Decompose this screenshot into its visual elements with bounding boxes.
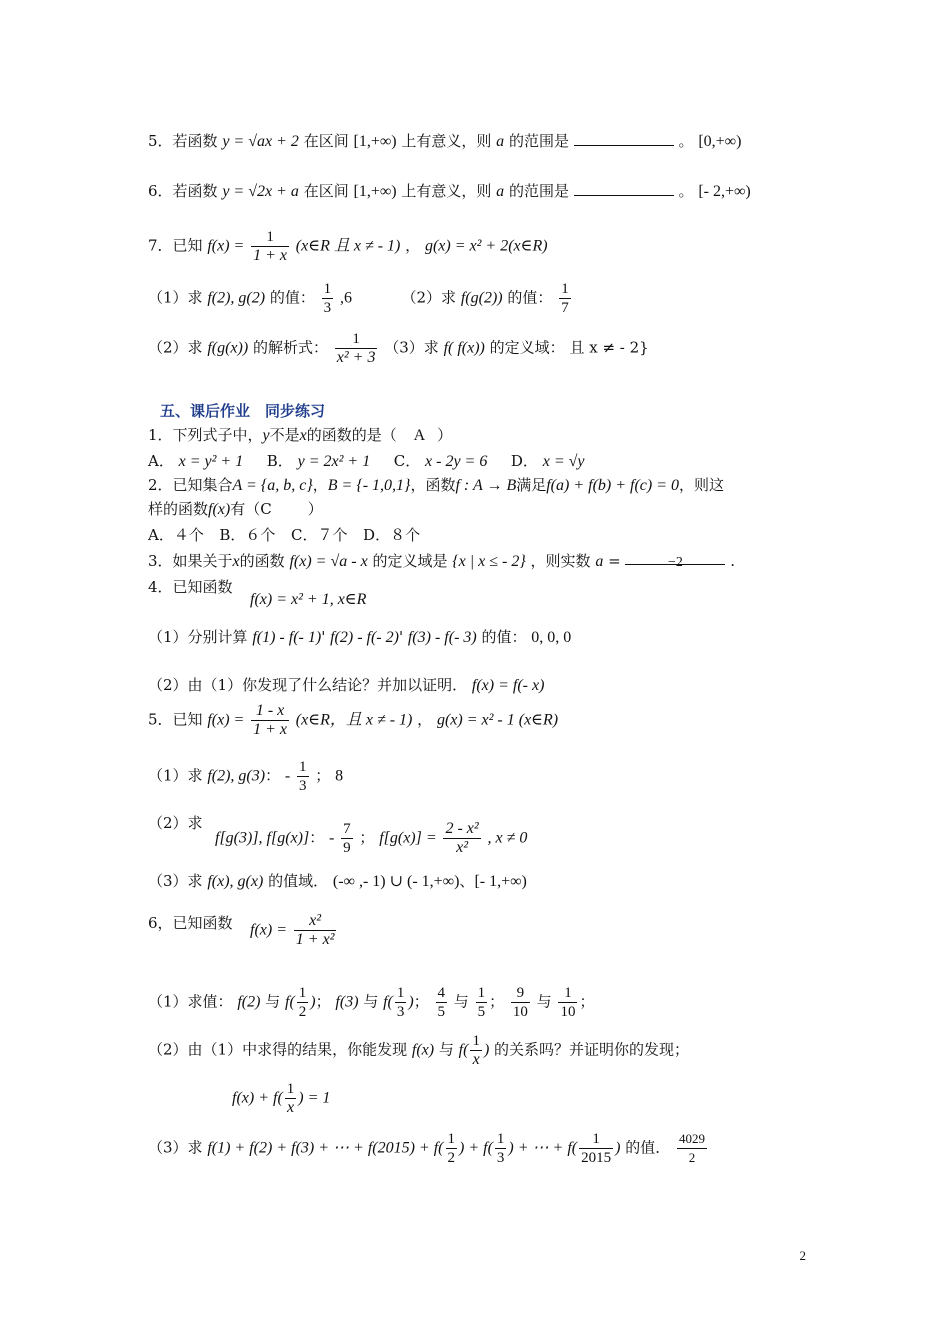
q6-end: 。 xyxy=(678,182,694,200)
q6-function: y = √2x + a xyxy=(222,183,299,200)
q6-answer-blank xyxy=(574,181,674,196)
q7-p4-tail: 的定义域： xyxy=(489,338,565,357)
q7-p4-answer: 且 x ≠ - 2} xyxy=(569,338,649,357)
h3-eq: = xyxy=(608,552,621,570)
h1-mid: 不是 xyxy=(269,426,300,444)
section-heading: 五、课后作业 同步练习 xyxy=(160,402,326,420)
h6-p2-with: 与 xyxy=(438,1040,454,1059)
h6-p3-f1-fraction: $\frac{1}{2}$ xyxy=(447,1131,455,1166)
q7-p4-label: （3）求 xyxy=(384,338,439,357)
h5-p1-label: （1）求 xyxy=(148,766,203,785)
h5-p2-expr: f[g(3)], f[g(x)] xyxy=(215,829,310,847)
h6-ans1-fraction: $\frac{4}{5}$ xyxy=(437,985,446,1020)
h6-p1-semi2: ； xyxy=(413,992,429,1011)
h6-f-lhs: f(x) = xyxy=(250,921,287,939)
question-7 xyxy=(148,228,548,265)
h6-p3-label: （3）求 xyxy=(148,1138,203,1157)
h6-part3 xyxy=(148,1130,709,1167)
h6-stem: 6，已知函数 xyxy=(148,914,233,932)
h6-ans-semi2: ； xyxy=(579,992,595,1011)
q6-suffix: 上有意义，则 xyxy=(401,182,492,200)
h4-p2-answer: f(x) = f(- x) xyxy=(471,677,545,694)
h3-domain: {x | x ≤ - 2} xyxy=(452,553,526,570)
h1-opt-d: x = √y xyxy=(542,453,585,470)
homework-5 xyxy=(148,702,558,739)
question-5 xyxy=(148,130,741,153)
q7-p1-expr: f(2), g(2) xyxy=(207,289,266,307)
homework-2 xyxy=(148,474,724,497)
h5-p3-tail: 的值域． xyxy=(268,872,329,890)
h5-f-condition: (x∈R，且 x ≠ - 1) xyxy=(295,711,413,729)
h5-p2-answer2-lhs: f[g(x)] = xyxy=(379,829,437,847)
h1-options xyxy=(148,450,585,473)
h4-function xyxy=(250,588,366,611)
h2-set-b: B = {- 1,0,1} xyxy=(327,477,411,494)
h6-ans-with2: 与 xyxy=(536,992,552,1011)
q7-p1-answer-fraction: $\frac{1}{3}$ xyxy=(323,281,332,316)
q7-part1 xyxy=(148,280,573,317)
h5-p1-answer-fraction: $\frac{1}{3}$ xyxy=(299,759,307,794)
h1-opt-b: y = 2x² + 1 xyxy=(297,453,371,470)
q5-suffix: 上有意义，则 xyxy=(401,132,492,150)
q5-end: 。 xyxy=(678,132,694,150)
h6-p1-d-post: ) xyxy=(408,993,414,1011)
h2-close: ） xyxy=(307,500,323,518)
q7-p2-label: （2）求 xyxy=(401,288,457,307)
h5-p3-answer2: [- 1,+∞) xyxy=(474,873,527,890)
q5-var: a xyxy=(496,133,505,150)
q7-p1-tail: 的值： xyxy=(269,288,315,307)
h1-stem: 1．下列式子中， xyxy=(148,426,263,444)
h3-mid2: 的定义域是 xyxy=(372,552,448,570)
h6-p3-f2-fraction: $\frac{1}{3}$ xyxy=(496,1131,505,1166)
h6-p1-b-fraction: $\frac{1}{2}$ xyxy=(298,985,307,1020)
h2-condition: f(a) + f(b) + f(c) = 0 xyxy=(546,477,680,494)
q7-p3-answer-fraction: $\frac{1}{\text{x² + 3}}$ xyxy=(336,331,376,366)
h6-p3-expr: f(1) + f(2) + f(3) + ⋯ + f(2015) + f( xyxy=(207,1139,444,1157)
h1-tail: 的函数的是（ xyxy=(306,426,397,444)
q7-f-lhs: f(x) = xyxy=(207,237,245,255)
q5-tail: 的范围是 xyxy=(508,132,569,150)
question-6 xyxy=(148,180,751,203)
h1-opt-a: x = y² + 1 xyxy=(178,453,244,470)
h2-opt-a: A．４个 xyxy=(148,526,204,544)
h1-var-y: y xyxy=(262,427,270,444)
q7-p3-label: （2）求 xyxy=(148,338,203,357)
h5-part3 xyxy=(148,870,527,893)
h6-part2 xyxy=(148,1032,689,1069)
q7-prefix: 7．已知 xyxy=(148,236,203,255)
homework-4 xyxy=(148,576,233,598)
h5-p2-answer-tail: ； xyxy=(359,828,375,847)
h6-p2-ans-pre: f(x) + f( xyxy=(232,1089,283,1107)
h5-p1-answer2: 8 xyxy=(335,767,344,785)
q7-p4-expr: f( f(x)) xyxy=(443,339,485,357)
q7-part3 xyxy=(148,330,649,367)
h5-p2-sep: ： xyxy=(309,828,325,847)
q6-prefix: 6．若函数 xyxy=(148,182,218,200)
h5-p3-sep: 、 xyxy=(459,872,475,890)
q5-answer: [0,+∞) xyxy=(698,133,742,150)
h5-f-fraction: $\frac{1 - x}{1 + x}$ xyxy=(253,702,288,738)
h2-sep: ， xyxy=(312,476,328,494)
h6-p1-d-pre: f( xyxy=(383,993,393,1011)
h4-p1-a: f(1) - f(- 1) xyxy=(252,629,322,646)
q7-f-fraction: $\frac{1}{1 + x}$ xyxy=(253,229,288,264)
h5-part2-label xyxy=(148,812,203,834)
h6-p2-ans-post: ) = 1 xyxy=(298,1089,331,1107)
h4-p1-c: f(3) - f(- 3) xyxy=(407,629,477,646)
homework-6 xyxy=(148,912,233,934)
q6-mid: 在区间 xyxy=(303,182,349,200)
h2-opt-c: C．７个 xyxy=(291,526,348,544)
h4-p2-text: （2）由（1）你发现了什么结论？并加以证明． xyxy=(148,676,468,694)
h5-p3-answer: (-∞ ,- 1) ∪ (- 1,+∞) xyxy=(332,873,460,890)
h6-p2-b-fraction: $\frac{1}{x}$ xyxy=(472,1033,480,1068)
h5-p1-answer-sign: - xyxy=(284,767,291,785)
h5-p2-answer2-fraction: $\frac{\text{2 - x²}}{\text{x²}}$ xyxy=(445,820,479,856)
h6-part2-answer xyxy=(232,1080,330,1117)
h6-p1-c: f(3) xyxy=(335,993,359,1011)
h1-opt-a-label: A． xyxy=(148,452,174,470)
q7-p2-answer-fraction: $\frac{1}{7}$ xyxy=(561,281,569,316)
h5-f-lhs: f(x) = xyxy=(207,711,245,729)
h2-stem: 2．已知集合 xyxy=(148,476,233,494)
homework-1 xyxy=(148,424,452,447)
q5-answer-blank xyxy=(574,131,674,146)
h5-part2 xyxy=(215,820,527,857)
h6-part1 xyxy=(148,984,594,1021)
h2-options xyxy=(148,524,420,546)
q5-prefix: 5．若函数 xyxy=(148,132,218,150)
q7-p2-tail: 的值： xyxy=(507,288,553,307)
h6-function xyxy=(250,912,338,949)
q5-mid: 在区间 xyxy=(303,132,349,150)
h6-p2-label: （2）由（1）中求得的结果，你能发现 xyxy=(148,1040,408,1059)
h3-answer-blank xyxy=(625,550,725,570)
h5-p1-sep: ： xyxy=(265,766,281,785)
h6-p1-with: 与 xyxy=(265,992,281,1011)
page-number: 2 xyxy=(799,1248,806,1263)
h5-p2-answer-sign: - xyxy=(329,829,335,847)
homework-3 xyxy=(148,550,735,573)
h1-opt-d-label: D． xyxy=(510,452,538,470)
h2-line2 xyxy=(148,498,323,521)
h2-mid: ，函数 xyxy=(410,476,456,494)
h6-p3-mid2: ) + ⋯ + f( xyxy=(508,1139,578,1157)
h5-p1-expr: f(2), g(3) xyxy=(207,767,266,785)
h5-p1-answer-tail: ； xyxy=(315,766,331,785)
h6-p2-tail: 的关系吗？并证明你的发现； xyxy=(494,1040,690,1059)
h2-set-a: A = {a, b, c} xyxy=(232,477,313,494)
h6-ans2-fraction: $\frac{1}{5}$ xyxy=(477,985,486,1020)
h5-p2-answer2-cond: , x ≠ 0 xyxy=(487,829,528,847)
q5-function: y = √ax + 2 xyxy=(222,133,299,150)
h2-line2-text: 样的函数 xyxy=(148,500,209,518)
q6-interval: [1,+∞) xyxy=(353,183,397,200)
h6-ans-semi1: ； xyxy=(489,992,505,1011)
h5-p2-answer-fraction: $\frac{7}{9}$ xyxy=(343,821,351,856)
h6-p2-b-pre: f( xyxy=(458,1041,469,1059)
h4-stem: 4．已知函数 xyxy=(148,578,233,596)
h4-part2 xyxy=(148,674,544,697)
q6-answer: [- 2,+∞) xyxy=(698,183,751,200)
h5-sep: ， xyxy=(417,710,433,729)
h6-p1-d-fraction: $\frac{1}{3}$ xyxy=(396,985,405,1020)
h4-p1-b: f(2) - f(- 2) xyxy=(330,629,399,646)
h1-answer: A xyxy=(413,427,426,444)
h5-part1 xyxy=(148,758,343,795)
h1-opt-b-label: B． xyxy=(266,452,293,470)
h6-p3-f3-fraction: $\frac{1}{2015}$ xyxy=(581,1131,612,1166)
h2-fx: f(x) xyxy=(208,501,231,518)
h2-map: f : A → B xyxy=(455,477,517,494)
h6-p1-b-post: ) xyxy=(310,993,316,1011)
h3-answer: −2 xyxy=(668,555,683,570)
h4-part1: （1）分别计算 f(1) - f(- 1)' f(2) - f(- 2)' f(3) - f(- 3) 的值： 0, 0, 0 xyxy=(148,628,572,646)
h3-tail: ，则实数 xyxy=(530,552,591,570)
q7-g-function: g(x) = x² + 2(x∈R) xyxy=(424,237,548,255)
h6-p1-label: （1）求值： xyxy=(148,992,233,1011)
h6-p3-post: ) xyxy=(615,1139,621,1157)
h3-mid: 的函数 xyxy=(239,552,285,570)
q7-p3-tail: 的解析式： xyxy=(252,338,328,357)
q6-tail: 的范围是 xyxy=(508,182,569,200)
q7-sep: ， xyxy=(405,236,421,255)
h3-var: x xyxy=(232,553,240,570)
h6-p2-b-post: ) xyxy=(483,1041,490,1059)
h1-opt-c-label: C． xyxy=(393,452,421,470)
h6-p1-with2: 与 xyxy=(363,992,379,1011)
h6-ans4-fraction: $\frac{1}{10}$ xyxy=(560,985,576,1020)
h6-ans-with1: 与 xyxy=(453,992,469,1011)
h2-mid2: 满足 xyxy=(516,476,547,494)
h2-tail: ，则这 xyxy=(679,476,725,494)
h1-var-x: x xyxy=(299,427,307,444)
h4-p1-label: （1）分别计算 xyxy=(148,628,248,646)
h3-end: . xyxy=(730,552,736,570)
h2-opt-d: D．８个 xyxy=(363,526,421,544)
h4-function-expr: f(x) = x² + 1, x∈R xyxy=(250,591,367,608)
q7-p1-label: （1）求 xyxy=(148,288,203,307)
h1-close: ） xyxy=(437,426,453,444)
h3-function: f(x) = √a - x xyxy=(289,553,368,570)
h2-line2-tail: 有（C xyxy=(230,500,272,518)
q7-f-condition: (x∈R 且 x ≠ - 1) xyxy=(295,237,401,255)
h3-var2: a xyxy=(595,553,604,570)
h5-p3-label: （3）求 xyxy=(148,872,203,890)
h6-f-fraction: $\frac{\text{x²}}{\text{1 + x²}}$ xyxy=(295,912,335,948)
q5-interval: [1,+∞) xyxy=(353,133,397,150)
h6-ans3-fraction: $\frac{9}{10}$ xyxy=(512,985,528,1020)
q7-p1-answer-extra: ,6 xyxy=(339,289,352,307)
h5-p2-label: （2）求 xyxy=(148,814,203,832)
h5-stem: 5．已知 xyxy=(148,710,203,729)
h5-p3-expr: f(x), g(x) xyxy=(207,873,264,890)
h6-p2-a: f(x) xyxy=(411,1041,435,1059)
q7-p3-expr: f(g(x)) xyxy=(207,339,249,357)
h6-p2-ans-fraction: $\frac{1}{x}$ xyxy=(286,1081,295,1116)
q7-p2-expr: f(g(2)) xyxy=(460,289,503,307)
h2-opt-b: B．６个 xyxy=(219,526,276,544)
h1-opt-c: x - 2y = 6 xyxy=(425,453,488,470)
h6-p1-semi: ； xyxy=(315,992,331,1011)
h5-g-function: g(x) = x² - 1 (x∈R) xyxy=(436,711,559,729)
h6-p3-mid: ) + f( xyxy=(459,1139,493,1157)
h6-p1-a: f(2) xyxy=(237,993,261,1011)
h4-p1-answer: 0, 0, 0 xyxy=(531,629,572,646)
h6-p1-b-pre: f( xyxy=(285,993,295,1011)
h3-stem: 3．如果关于 xyxy=(148,552,233,570)
h4-p1-tail: 的值： xyxy=(481,628,527,646)
h6-p3-answer-fraction: $\frac{4029}{2}$ xyxy=(679,1131,706,1165)
h6-p3-tail: 的值． xyxy=(625,1138,671,1157)
q6-var: a xyxy=(496,183,505,200)
